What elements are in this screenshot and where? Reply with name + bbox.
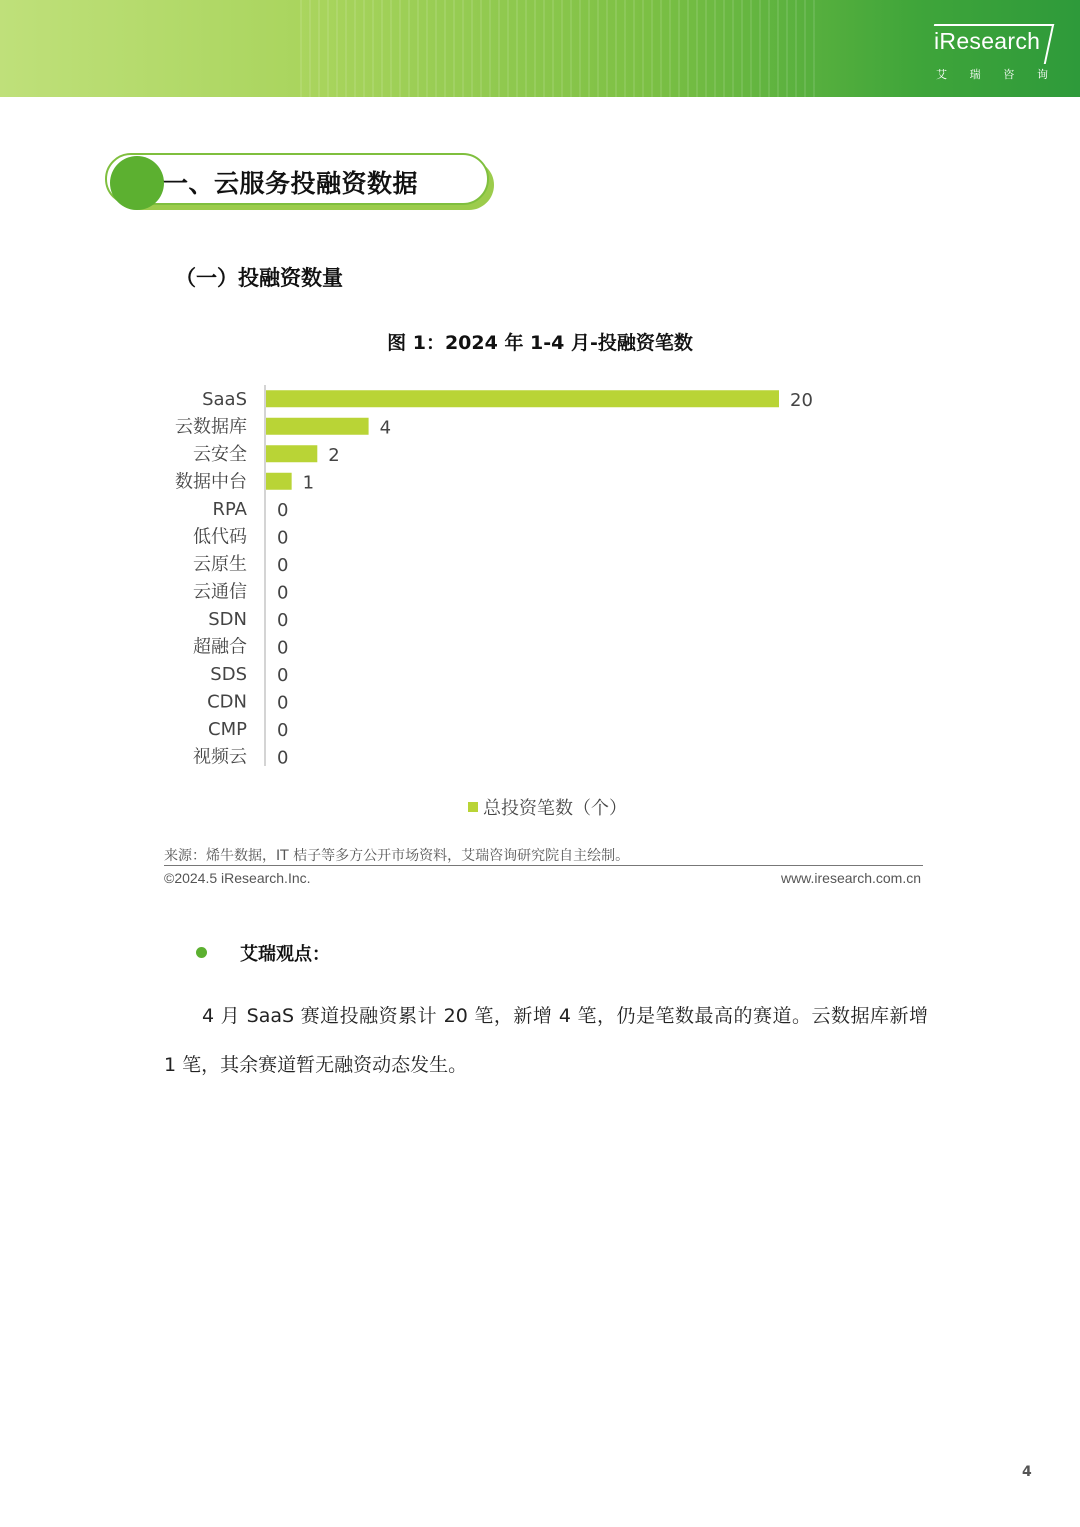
logo-subtitle-char: 咨 xyxy=(1003,68,1015,81)
section-heading-circle xyxy=(110,156,164,210)
data-label: 0 xyxy=(277,637,289,659)
data-label: 4 xyxy=(379,417,392,439)
category-label: SDS xyxy=(210,663,247,685)
source-note: 来源：烯牛数据，IT 桔子等多方公开市场资料，艾瑞咨询研究院自主绘制。 xyxy=(164,848,630,864)
category-label: CDN xyxy=(207,691,247,713)
legend-label: 总投资笔数（个） xyxy=(483,798,627,819)
category-label: CMP xyxy=(208,718,247,740)
chart-title: 图 1：2024 年 1-4 月-投融资笔数 xyxy=(387,332,693,354)
data-label: 0 xyxy=(277,664,289,686)
data-label: 0 xyxy=(277,499,289,521)
subsection-title: （一）投融资数量 xyxy=(175,266,343,290)
data-label: 0 xyxy=(277,609,289,631)
website: www.iresearch.com.cn xyxy=(780,870,921,886)
page-number: 4 xyxy=(1022,1464,1032,1480)
category-label: 视频云 xyxy=(193,746,247,768)
data-label: 0 xyxy=(277,719,289,741)
logo: iResearch xyxy=(934,28,1041,54)
data-label: 20 xyxy=(790,389,813,411)
header-banner xyxy=(0,0,1080,97)
category-label: 云安全 xyxy=(193,443,247,465)
bullet-dot xyxy=(196,947,207,958)
data-label: 0 xyxy=(277,554,289,576)
category-label: SaaS xyxy=(202,388,247,410)
data-label: 0 xyxy=(277,582,289,604)
data-label: 0 xyxy=(277,692,289,714)
category-label: 低代码 xyxy=(193,526,247,548)
bar-chart xyxy=(0,375,1080,785)
data-label: 0 xyxy=(277,527,289,549)
banner-stripes xyxy=(300,0,820,97)
category-label: 云通信 xyxy=(193,581,247,603)
viewpoint-title: 艾瑞观点： xyxy=(240,944,330,965)
bar xyxy=(266,445,317,462)
bar xyxy=(266,473,292,490)
section-title: 一、云服务投融资数据 xyxy=(163,169,419,198)
copyright: ©2024.5 iResearch.Inc. xyxy=(164,870,311,886)
category-label: 云原生 xyxy=(193,553,247,575)
logo-subtitle xyxy=(936,66,1048,82)
legend-swatch xyxy=(468,802,478,812)
category-label: SDN xyxy=(208,608,247,630)
logo-subtitle-char: 艾 xyxy=(936,68,947,81)
category-label: 云数据库 xyxy=(175,416,247,438)
bar xyxy=(266,390,779,407)
data-label: 2 xyxy=(328,444,340,466)
chart-legend xyxy=(468,794,627,820)
bar xyxy=(266,418,369,435)
data-label: 0 xyxy=(277,747,289,769)
logo-subtitle-char: 瑞 xyxy=(969,68,981,81)
divider xyxy=(164,865,923,866)
data-label: 1 xyxy=(302,472,315,494)
category-label: RPA xyxy=(212,498,247,520)
viewpoint-text: 4 月 SaaS 赛道投融资累计 20 笔，新增 4 笔，仍是笔数最高的赛道。云数据库新增 1 笔，其余赛道暂无融资动态发生。 xyxy=(164,1005,928,1076)
category-label: 数据中台 xyxy=(175,471,247,493)
logo-subtitle-char: 询 xyxy=(1036,68,1048,81)
category-label: 超融合 xyxy=(193,636,247,658)
